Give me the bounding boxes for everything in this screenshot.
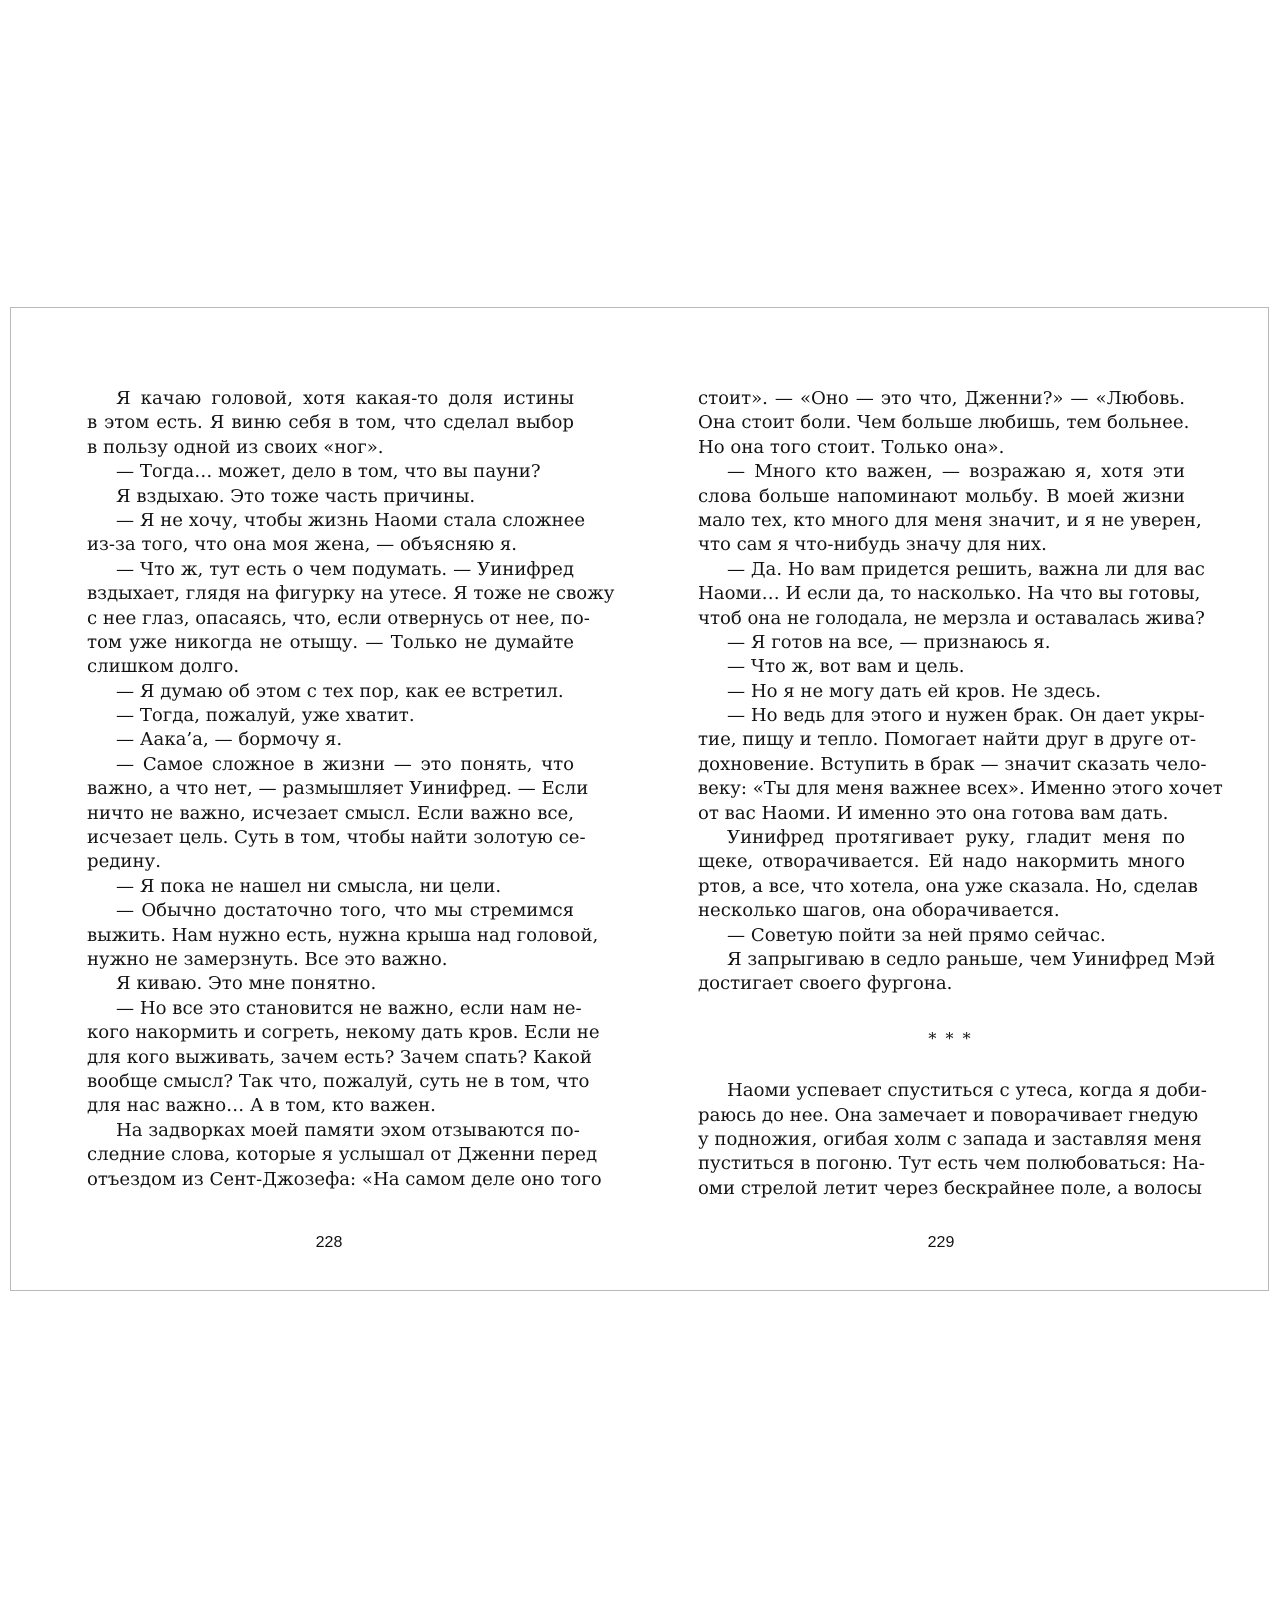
text-line: у подножия, огибая холм с запада и заставляя меня xyxy=(698,1128,1202,1150)
right-page-bottom-block xyxy=(698,1079,1207,1201)
text-line: в этом есть. Я виню себя в том, что сделал выбор xyxy=(87,412,574,434)
text-line: — Аака’а, — бормочу я. xyxy=(116,729,343,751)
left-page-text xyxy=(87,387,615,1192)
text-line: стоит». — «Оно — это что, Дженни?» — «Любовь. xyxy=(698,388,1185,409)
text-line: — Но ведь для этого и нужен брак. Он дает укры- xyxy=(727,705,1205,727)
text-line: ртов, а все, что хотела, она уже сказала. Но, сделав xyxy=(698,875,1198,897)
text-line: дохновение. Вступить в брак — значит сказать чело- xyxy=(698,753,1207,775)
text-line: нужно не замерзнуть. Все это важно. xyxy=(87,948,448,970)
text-line: — Да. Но вам придется решить, важна ли для вас xyxy=(727,558,1205,580)
text-line: ничто не важно, исчезает смысл. Если важно все, xyxy=(87,802,574,824)
text-line: пуститься в погоню. Тут есть чем полюбоваться: На- xyxy=(698,1153,1205,1175)
text-line: — Я готов на все, — признаюсь я. xyxy=(727,631,1051,653)
text-line: — Я пока не нашел ни смысла, ни цели. xyxy=(116,875,502,897)
text-line: Наоми… И если да, то насколько. На что вы готовы, xyxy=(698,583,1201,605)
text-line: Наоми успевает спуститься с утеса, когда я доби- xyxy=(727,1080,1207,1102)
text-line: Я качаю головой, хотя какая-то доля истины xyxy=(116,388,574,409)
right-page-text xyxy=(698,387,1223,1201)
section-separator: * * * xyxy=(928,1028,973,1048)
text-line: — Что ж, тут есть о чем подумать. — Уинифред xyxy=(116,558,574,580)
text-line: — Но я не могу дать ей кров. Не здесь. xyxy=(727,680,1102,702)
text-line: редину. xyxy=(87,851,161,873)
separator-gap-bottom xyxy=(698,1051,1185,1079)
page-number-left: 228 xyxy=(315,1234,343,1251)
text-line: — Самое сложное в жизни — это понять, что xyxy=(116,753,574,775)
text-line: — Обычно достаточно того, что мы стремимся xyxy=(116,900,574,922)
text-line: для нас важно… А в том, кто важен. xyxy=(87,1095,436,1117)
text-line: раюсь до нее. Она замечает и поворачивает гнедую xyxy=(698,1104,1199,1126)
text-line: кого накормить и согреть, некому дать кров. Если не xyxy=(87,1022,600,1044)
text-line: из-за того, что она моя жена, — объясняю я. xyxy=(87,534,518,556)
separator-gap-top xyxy=(698,997,1185,1027)
text-line: исчезает цель. Суть в том, чтобы найти золотую се- xyxy=(87,827,586,849)
text-line: с нее глаз, опасаясь, что, если отвернусь от нее, по- xyxy=(87,607,590,629)
text-line: от вас Наоми. И именно это она готова вам дать. xyxy=(698,802,1169,824)
text-line: — Но все это становится не важно, если нам не- xyxy=(116,997,582,1019)
text-line: оми стрелой летит через бескрайнее поле, а волосы xyxy=(698,1177,1202,1199)
text-line: для кого выживать, зачем есть? Зачем спать? Какой xyxy=(87,1046,592,1068)
text-line: достигает своего фургона. xyxy=(698,973,953,995)
text-line: следние слова, которые я услышал от Дженни перед xyxy=(87,1144,598,1166)
text-line: тие, пищу и тепло. Помогает найти друг в друге от- xyxy=(698,729,1197,751)
text-line: — Много кто важен, — возражаю я, хотя эти xyxy=(727,461,1185,483)
text-line: мало тех, кто много для меня значит, и я не уверен, xyxy=(698,509,1202,531)
text-line: щеке, отворачивается. Ей надо накормить много xyxy=(698,851,1185,873)
text-line: — Что ж, вот вам и цель. xyxy=(727,656,965,678)
text-line: слишком долго. xyxy=(87,656,240,678)
text-line: Я запрыгиваю в седло раньше, чем Уинифред Мэй xyxy=(727,948,1216,970)
text-line: несколько шагов, она оборачивается. xyxy=(698,900,1060,922)
text-line: Я вздыхаю. Это тоже часть причины. xyxy=(116,485,476,507)
book-spread xyxy=(10,307,1269,1291)
text-line: — Я думаю об этом с тех пор, как ее встретил. xyxy=(116,680,564,702)
text-line: выжить. Нам нужно есть, нужна крыша над головой, xyxy=(87,924,599,946)
text-line: чтоб она не голодала, не мерзла и оставалась жива? xyxy=(698,607,1205,629)
text-line: веку: «Ты для меня важнее всех». Именно этого хочет xyxy=(698,778,1223,800)
text-line: — Тогда, пожалуй, уже хватит. xyxy=(116,705,415,727)
text-line: что сам я что-нибудь значу для них. xyxy=(698,534,1047,556)
page-number-right: 229 xyxy=(927,1234,955,1251)
text-line: том уже никогда не отыщу. — Только не думайте xyxy=(87,631,574,653)
text-line: Она стоит боли. Чем больше любишь, тем больнее. xyxy=(698,412,1190,434)
text-line: — Тогда… может, дело в том, что вы пауни? xyxy=(116,461,541,483)
text-line: — Я не хочу, чтобы жизнь Наоми стала сложнее xyxy=(116,509,586,531)
text-line: Уинифред протягивает руку, гладит меня по xyxy=(727,827,1185,849)
text-line: отъездом из Сент-Джозефа: «На самом деле оно того xyxy=(87,1168,602,1190)
text-line: важно, а что нет, — размышляет Уинифред. — Если xyxy=(87,778,589,800)
text-line: вздыхает, глядя на фигурку на утесе. Я тоже не свожу xyxy=(87,583,615,605)
text-line: вообще смысл? Так что, пожалуй, суть не в том, что xyxy=(87,1070,590,1092)
text-line: На задворках моей памяти эхом отзываются по- xyxy=(116,1119,580,1141)
text-line: Я киваю. Это мне понятно. xyxy=(116,973,377,995)
right-page-top-block xyxy=(698,387,1223,997)
text-line: слова больше напоминают мольбу. В моей жизни xyxy=(698,485,1185,507)
text-line: — Советую пойти за ней прямо сейчас. xyxy=(727,924,1106,946)
text-line: в пользу одной из своих «ног». xyxy=(87,436,384,458)
text-line: Но она того стоит. Только она». xyxy=(698,436,1005,458)
